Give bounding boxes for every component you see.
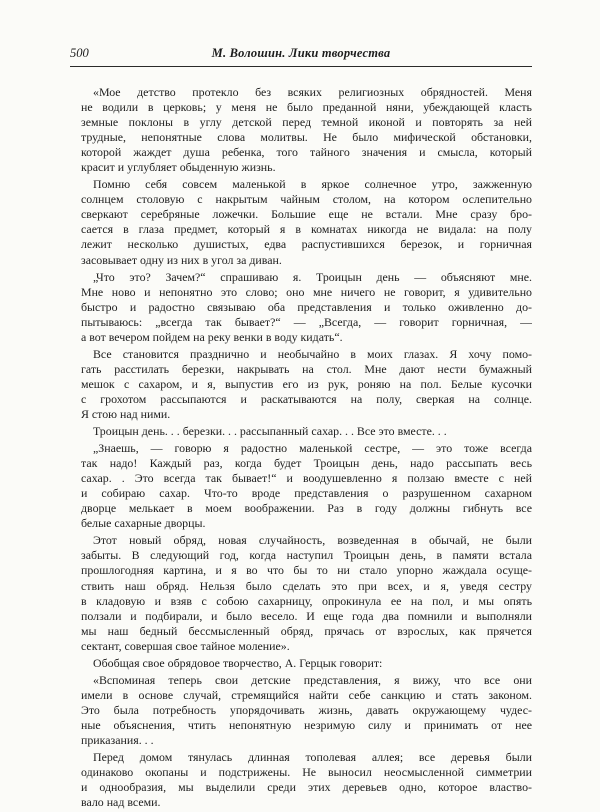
text-line: ствить наш обряд. Нельзя было сделать это при всех, и я, уведя сестру <box>81 578 532 593</box>
text-line: лежит несколько душистых, едва распустившихся березок, и горничная <box>81 237 532 252</box>
paragraph <box>81 750 532 810</box>
paragraph <box>81 347 532 422</box>
text-line: Мне ново и непонятно это слово; оно мне ничего не говорит, я удивительно <box>81 284 532 299</box>
text-line: которой жаждет душа ребенка, того тайного значения и смысла, который <box>81 145 532 160</box>
text-line: Я стою над ними. <box>81 406 171 421</box>
text-line: белые сахарные дворцы. <box>81 516 206 531</box>
page-number: 500 <box>70 46 89 60</box>
text-line: одинаково окопаны и подстрижены. Не выносил неосмысленной симметрии <box>81 765 532 780</box>
page-header <box>70 44 532 67</box>
text-line: ползали и подбирали, и было весело. И еще года два помнили и выполняли <box>81 608 532 623</box>
text-line: мы наш бедный бессмысленный обряд, прячась от взрослых, как прячется <box>81 623 532 638</box>
paragraph <box>81 177 532 267</box>
text-line: гать расстилать березки, накрывать на стол. Мне дают нести бумажный <box>81 361 532 376</box>
text-line: засовывает одну из них в угол за диван. <box>81 252 282 267</box>
paragraph <box>81 85 532 175</box>
text-line: и собираю сахар. Что-то вроде представления о разрушенном сахарном <box>81 486 532 501</box>
text-line: прошлогодняя картина, и я во что бы то ни стало упорно жаждала осуще- <box>81 563 532 578</box>
paragraph <box>81 441 532 531</box>
text-line: Обобщая свое обрядовое творчество, А. Герцык говорит: <box>93 655 383 670</box>
paragraph <box>81 673 532 748</box>
text-line: и однообразия, мы выделили среди этих деревьев одно, которое властво- <box>81 780 532 795</box>
text-line: ные объяснения, чтить непонятную незримую силу и принимать от нее <box>81 717 532 732</box>
text-line: земные поклоны в углу детской перед темной иконой и повторять за ней <box>81 115 532 130</box>
text-line: Все становится празднично и необычайно в моих глазах. Я хочу помо- <box>93 346 532 361</box>
text-line: а вот вечером пойдем на реку венки в воду кидать“. <box>81 329 343 344</box>
text-line: Помню себя совсем маленькой в яркое солнечное утро, зажженную <box>93 177 532 192</box>
text-line: «Мое детство протекло без всяких религиозных обрядностей. Меня <box>93 85 532 99</box>
text-line: быстро и радостно связываю оба представления и только оживленно до- <box>81 299 532 314</box>
text-line: приказания. . . <box>81 732 154 747</box>
text-line: пытываюсь: „всегда так бывает?“ — „Всегда, — говорит горничная, — <box>81 314 532 329</box>
text-line: солнцем столовую с накрытым чайным столом, на котором ослепительно <box>81 192 532 207</box>
text-line: мешок с сахаром, и я, выпустив его из рук, роняю на пол. Белые кусочки <box>81 376 532 391</box>
text-line: Перед домом тянулась длинная тополевая аллея; все деревья были <box>93 750 532 765</box>
text-line: сается в глаза предмет, который я в комнатах никогда не видала: на полу <box>81 222 532 237</box>
body-text <box>81 85 532 812</box>
text-line: „Что это? Зачем?“ спрашиваю я. Троицын день — объясняют мне. <box>93 269 532 284</box>
text-line: «Вспоминая теперь свои детские представления, я вижу, что все они <box>93 672 532 687</box>
text-line: вало над всеми. <box>81 795 161 810</box>
text-line: так надо! Каждый раз, когда будет Троицын день, надо рассыпать весь <box>81 456 532 471</box>
text-line: забыты. В следующий год, когда наступил Троицын день, в памяти встала <box>81 548 532 563</box>
text-line: сахар. . Это всегда так бывает!“ и воодушевленно я ползаю вместе с ней <box>81 471 532 486</box>
text-line: красит и углубляет обыденную жизнь. <box>81 160 276 175</box>
text-line: Троицын день. . . березки. . . рассыпанный сахар. . . Все это вместе. . . <box>93 424 447 439</box>
text-line: Это была потребность упорядочивать жизнь, давать окружающему чудес- <box>81 702 532 717</box>
text-line: „Знаешь, — говорю я радостно маленькой сестре, — это тоже всегда <box>93 441 532 456</box>
text-line: Этот новый обряд, новая случайность, возведенная в обычай, не были <box>93 533 532 548</box>
paragraph <box>81 270 532 345</box>
paragraph <box>81 656 532 671</box>
paragraph <box>81 533 532 653</box>
text-line: дворце мелькает в моем воображении. Раз в году должны гибнуть все <box>81 501 532 516</box>
text-line: имели в основе случай, стремящийся найти себе санкцию и стать законом. <box>81 687 532 702</box>
text-line: в кладовую и взяв с собою сахарницу, опрокинула ее на пол, и мы опять <box>81 593 532 608</box>
running-title: М. Волошин. Лики творчества <box>211 46 391 60</box>
text-line: с грохотом рассыпаются и раскатываются на полу, сверкая на солнце. <box>81 391 532 406</box>
text-line: сверкают серебряные ложечки. Большие еще не встали. Мне сразу бро- <box>81 207 532 222</box>
text-line: не водили в церковь; у меня не было преданной няни, убеждающей класть <box>81 100 532 115</box>
text-line: сектант, совершая свое тайное моление». <box>81 638 290 653</box>
text-line: трудные, непонятные слова молитвы. Не было мифической обстановки, <box>81 130 532 145</box>
paragraph <box>81 424 532 439</box>
